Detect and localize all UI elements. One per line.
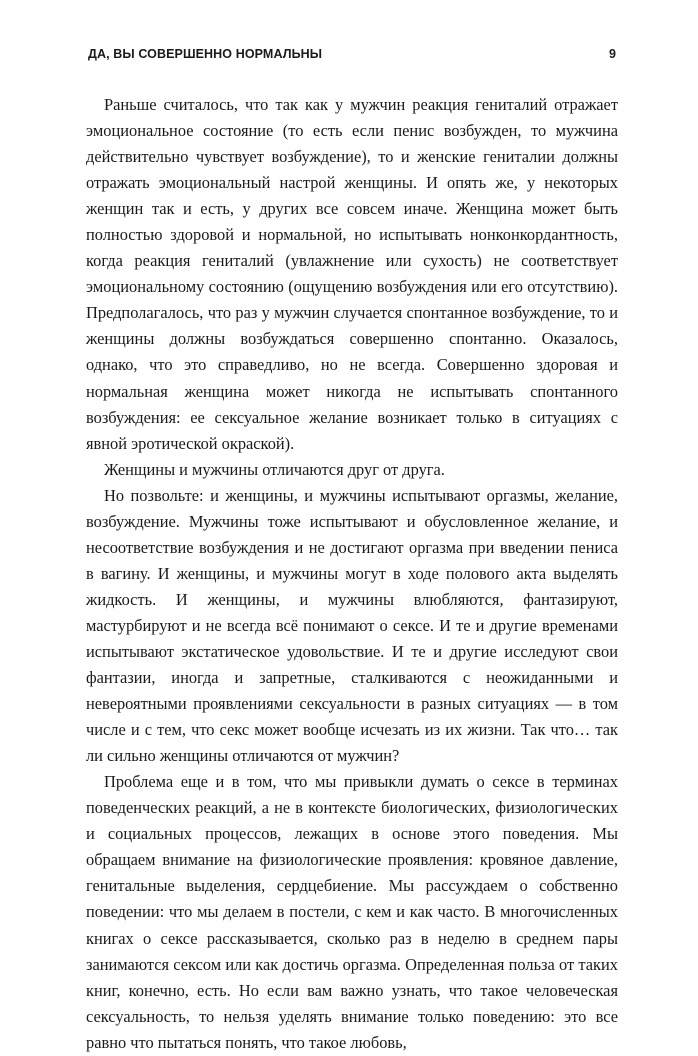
paragraph: Женщины и мужчины отличаются друг от друга.: [104, 459, 445, 479]
running-header: [88, 47, 616, 67]
body-text: [86, 92, 618, 1056]
paragraph: Но позвольте: и женщины, и мужчины испытывают оргазмы, желание, возбуждение. Мужчины тоже испытывают и обусловленное желание, и несоответствие возбуждения и не достигают оргазма при введении пениса в вагину. И женщины, и мужчины могут в ходе полового акта выделять жидкость. И женщины, и мужчины влюбляются, фантазируют, мастурбируют и не всегда всё понимают о сексе. И те и другие временами испытывают экстатическое удовольствие. И те и другие исследуют свои фантазии, иногда и запретные, сталкиваются с неожиданными и невероятными проявлениями сексуальности в разных ситуациях — в том числе и с тем, что секс может вообще исчезать из их жизни. Так что… так ли сильно женщины отличаются от мужчин?: [86, 485, 618, 766]
paragraph: Раньше считалось, что так как у мужчин реакция гениталий отражает эмоциональное состояние (то есть если пенис возбужден, то мужчина действительно чувствует возбуждение), то и женские гениталии должны отражать эмоциональный настрой женщины. И опять же, у некоторых женщин так и есть, у других все совсем иначе. Женщина может быть полностью здоровой и нормальной, но испытывать нонконкордантность, когда реакция гениталий (увлажнение или сухость) не соответствует эмоциональному состоянию (ощущению возбуждения или его отсутствию). Предполагалось, что раз у мужчин случается спонтанное возбуждение, то и женщины должны возбуждаться совершенно спонтанно. Оказалось, однако, что это справедливо, но не всегда. Совершенно здоровая и нормальная женщина может никогда не испытывать спонтанного возбуждения: ее сексуальное желание возникает только в ситуациях с явной эротической окраской).: [86, 95, 618, 453]
page-number: 9: [608, 47, 616, 61]
running-title: ДА, ВЫ СОВЕРШЕННО НОРМАЛЬНЫ: [88, 47, 323, 61]
paragraph: Проблема еще и в том, что мы привыкли думать о сексе в терминах поведенческих реакций, а не в контексте биологических, физиологических и социальных процессов, лежащих в основе этого поведения. Мы обращаем внимание на физиологические проявления: кровяное давление, генитальные выделения, сердцебиение. Мы рассуждаем о собственно поведении: что мы делаем в постели, с кем и как часто. В многочисленных книгах о сексе рассказывается, сколько раз в неделю в среднем пары занимаются сексом или как достичь оргазма. Определенная польза от таких книг, конечно, есть. Но если вам важно узнать, что такое человеческая сексуальность, то нельзя уделять внимание только поведению: это все равно что пытаться понять, что такое любовь,: [86, 772, 618, 1052]
